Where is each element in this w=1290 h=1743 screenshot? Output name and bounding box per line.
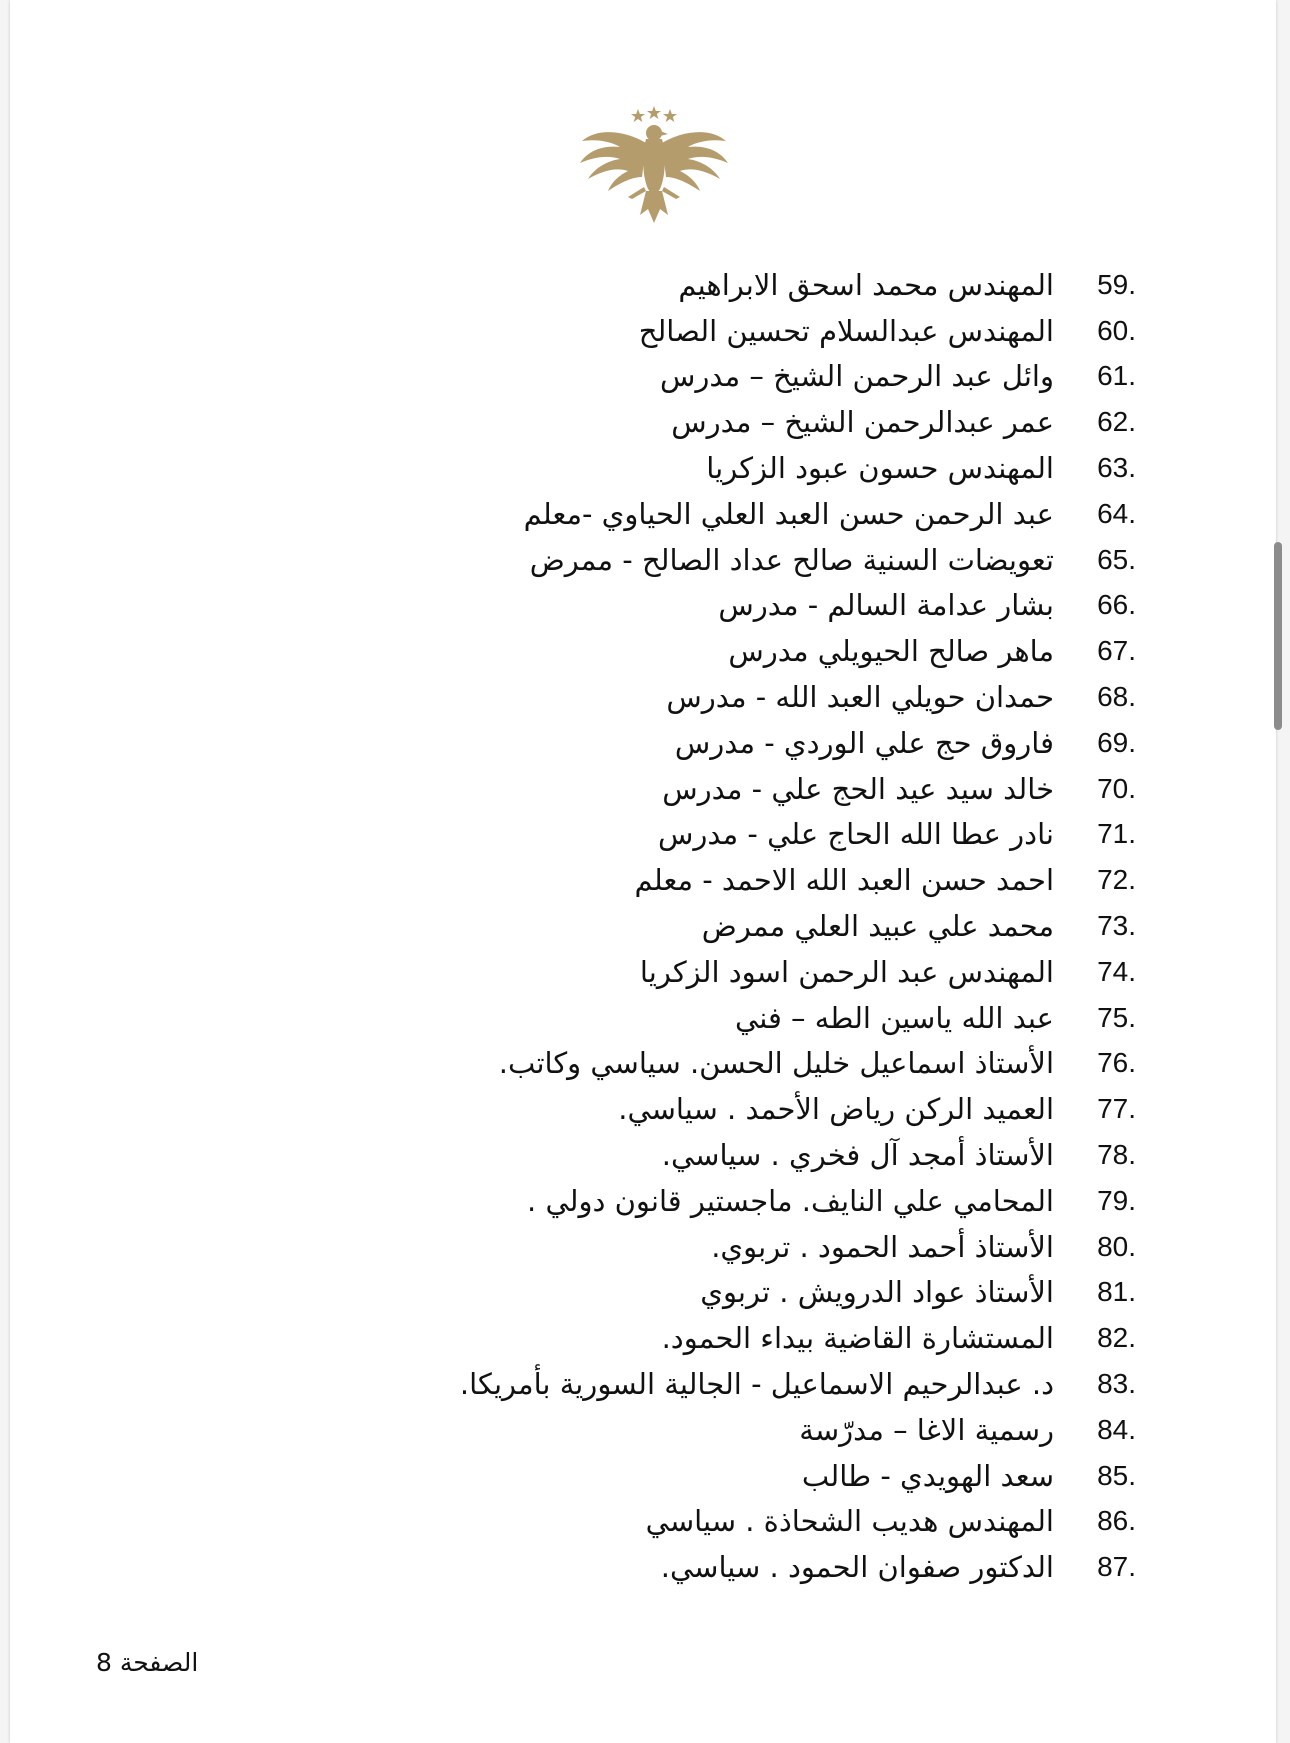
item-number: 68. bbox=[1097, 681, 1136, 713]
item-number: 72. bbox=[1097, 864, 1136, 896]
scrollbar-thumb[interactable] bbox=[1274, 542, 1282, 730]
item-text: المهندس حسون عبود الزكريا bbox=[706, 451, 1054, 486]
list-item bbox=[176, 995, 1136, 1041]
item-number: 86. bbox=[1097, 1505, 1136, 1537]
item-number: 63. bbox=[1097, 452, 1136, 484]
item-number: 85. bbox=[1097, 1459, 1136, 1491]
item-text: خالد سيد عيد الحج علي - مدرس bbox=[662, 771, 1054, 806]
list-item bbox=[176, 262, 1136, 308]
item-text: العميد الركن رياض الأحمد . سياسي. bbox=[618, 1092, 1054, 1127]
item-number: 76. bbox=[1097, 1047, 1136, 1079]
item-text: فاروق حج علي الوردي - مدرس bbox=[674, 725, 1054, 760]
item-number: 77. bbox=[1097, 1093, 1136, 1125]
list-item bbox=[176, 1315, 1136, 1361]
list-item bbox=[176, 308, 1136, 354]
list-item bbox=[176, 1361, 1136, 1407]
list-item bbox=[176, 812, 1136, 858]
item-number: 70. bbox=[1097, 772, 1136, 804]
item-number: 69. bbox=[1097, 726, 1136, 758]
list-item bbox=[176, 903, 1136, 949]
item-text: المحامي علي النايف. ماجستير قانون دولي . bbox=[527, 1183, 1054, 1218]
item-number: 71. bbox=[1097, 818, 1136, 850]
item-text: عمر عبدالرحمن الشيخ – مدرس bbox=[671, 405, 1054, 440]
list-item bbox=[176, 1224, 1136, 1270]
item-text: المستشارة القاضية بيداء الحمود. bbox=[661, 1321, 1054, 1356]
names-list bbox=[176, 262, 1136, 1590]
item-number: 84. bbox=[1097, 1413, 1136, 1445]
item-text: المهندس عبدالسلام تحسين الصالح bbox=[638, 313, 1054, 348]
item-number: 65. bbox=[1097, 543, 1136, 575]
list-item bbox=[176, 1086, 1136, 1132]
item-number: 59. bbox=[1097, 268, 1136, 300]
item-number: 80. bbox=[1097, 1230, 1136, 1262]
item-text: المهندس هديب الشحاذة . سياسي bbox=[645, 1504, 1054, 1539]
item-text: عبد الله ياسين الطه – فني bbox=[735, 1000, 1054, 1035]
item-number: 66. bbox=[1097, 589, 1136, 621]
item-number: 62. bbox=[1097, 406, 1136, 438]
item-text: محمد علي عبيد العلي ممرض bbox=[701, 909, 1054, 944]
list-item bbox=[176, 537, 1136, 583]
list-item bbox=[176, 1041, 1136, 1087]
item-number: 78. bbox=[1097, 1139, 1136, 1171]
item-text: ماهر صالح الحيويلي مدرس bbox=[728, 634, 1054, 669]
item-number: 87. bbox=[1097, 1551, 1136, 1583]
item-text: الأستاذ اسماعيل خليل الحسن. سياسي وكاتب. bbox=[498, 1046, 1054, 1081]
item-text: رسمية الاغا – مدرّسة bbox=[799, 1412, 1054, 1447]
list-item bbox=[176, 445, 1136, 491]
item-text: سعد الهويدي - طالب bbox=[801, 1458, 1054, 1493]
list-item bbox=[176, 583, 1136, 629]
list-item bbox=[176, 720, 1136, 766]
item-text: المهندس عبد الرحمن اسود الزكريا bbox=[639, 954, 1054, 989]
item-text: الأستاذ أحمد الحمود . تربوي. bbox=[711, 1229, 1054, 1264]
list-item bbox=[176, 1544, 1136, 1590]
item-number: 75. bbox=[1097, 1001, 1136, 1033]
item-text: نادر عطا الله الحاج علي - مدرس bbox=[658, 817, 1054, 852]
list-item bbox=[176, 491, 1136, 537]
eagle-emblem-icon bbox=[576, 105, 732, 225]
list-item bbox=[176, 354, 1136, 400]
list-item bbox=[176, 1453, 1136, 1499]
list-item bbox=[176, 399, 1136, 445]
star-icon bbox=[663, 109, 677, 122]
list-item bbox=[176, 1499, 1136, 1545]
page-number: الصفحة 8 bbox=[96, 1648, 199, 1677]
item-text: حمدان حويلي العبد الله - مدرس bbox=[666, 680, 1054, 715]
item-text: وائل عبد الرحمن الشيخ – مدرس bbox=[659, 359, 1054, 394]
item-number: 79. bbox=[1097, 1184, 1136, 1216]
item-text: الدكتور صفوان الحمود . سياسي. bbox=[660, 1550, 1054, 1585]
item-text: د. عبدالرحيم الاسماعيل - الجالية السورية بأمريكا. bbox=[459, 1367, 1054, 1402]
document-page bbox=[10, 0, 1276, 1743]
item-number: 83. bbox=[1097, 1368, 1136, 1400]
item-text: عبد الرحمن حسن العبد العلي الحياوي -معلم bbox=[523, 496, 1054, 531]
list-item bbox=[176, 1178, 1136, 1224]
list-item bbox=[176, 949, 1136, 995]
list-item bbox=[176, 628, 1136, 674]
item-text: المهندس محمد اسحق الابراهيم bbox=[678, 267, 1054, 302]
item-text: احمد حسن العبد الله الاحمد - معلم bbox=[634, 863, 1054, 898]
list-item bbox=[176, 1407, 1136, 1453]
item-text: تعويضات السنية صالح عداد الصالح - ممرض bbox=[529, 542, 1054, 577]
list-item bbox=[176, 766, 1136, 812]
star-icon bbox=[631, 109, 645, 122]
item-text: الأستاذ عواد الدرويش . تربوي bbox=[700, 1275, 1054, 1310]
item-number: 82. bbox=[1097, 1322, 1136, 1354]
list-item bbox=[176, 1270, 1136, 1316]
item-number: 73. bbox=[1097, 910, 1136, 942]
list-item bbox=[176, 674, 1136, 720]
list-item bbox=[176, 857, 1136, 903]
item-text: الأستاذ أمجد آل فخري . سياسي. bbox=[661, 1138, 1054, 1173]
item-number: 67. bbox=[1097, 635, 1136, 667]
star-icon bbox=[647, 106, 661, 119]
list-item bbox=[176, 1132, 1136, 1178]
item-number: 64. bbox=[1097, 497, 1136, 529]
item-number: 60. bbox=[1097, 314, 1136, 346]
item-number: 61. bbox=[1097, 360, 1136, 392]
item-number: 81. bbox=[1097, 1276, 1136, 1308]
item-number: 74. bbox=[1097, 955, 1136, 987]
item-text: بشار عدامة السالم - مدرس bbox=[718, 588, 1054, 623]
